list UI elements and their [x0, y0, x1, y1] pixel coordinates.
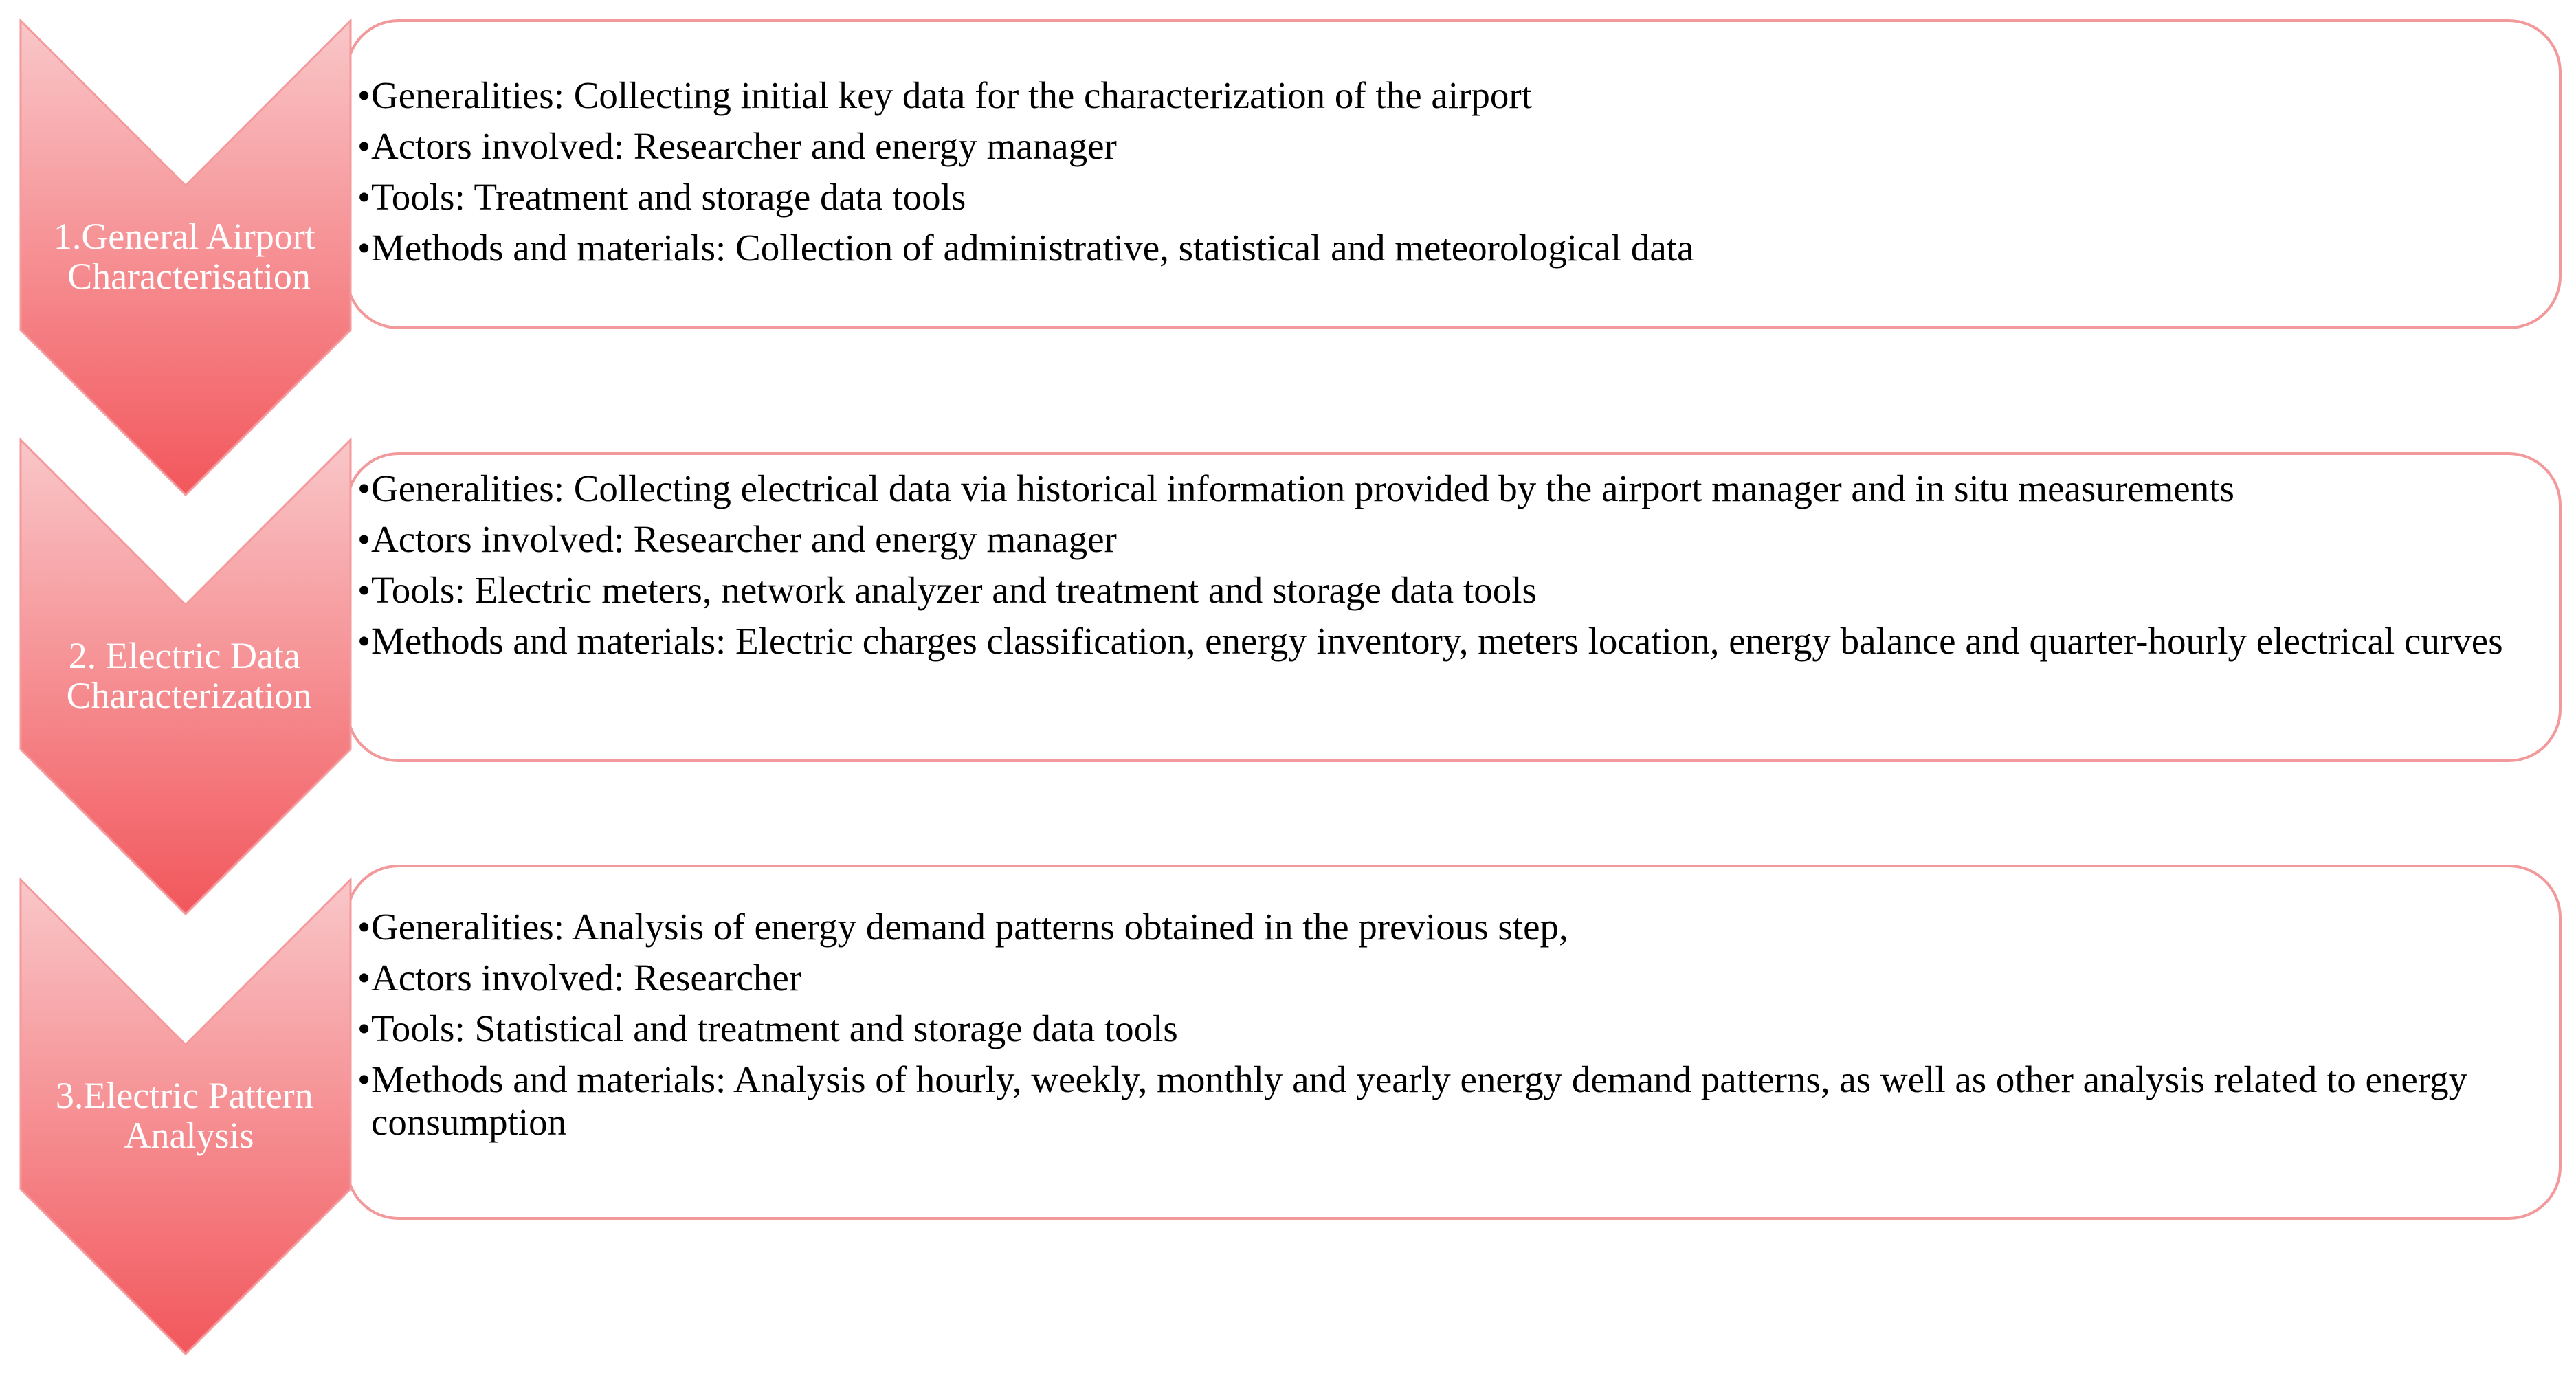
bullet-icon: •	[357, 467, 371, 509]
step-1-item-methods	[357, 227, 2557, 269]
step-1-item-actors	[357, 125, 2557, 168]
step-2-item-actors	[357, 518, 2557, 561]
item-text: Actors involved: Researcher	[371, 957, 802, 999]
bullet-icon: •	[357, 569, 371, 611]
step-1-label-line-2: Characterisation	[67, 256, 311, 297]
bullet-icon: •	[357, 1008, 371, 1049]
item-text: Tools: Statistical and treatment and storage data tools	[371, 1008, 1178, 1049]
step-1-item-tools	[357, 176, 2557, 219]
step-2-details	[357, 467, 2557, 671]
bullet-icon: •	[357, 1058, 371, 1100]
step-2-item-methods	[357, 620, 2557, 663]
step-3-label-line-1: 3.Electric Pattern	[55, 1075, 313, 1116]
bullet-icon: •	[357, 620, 371, 662]
item-text: Methods and materials: Collection of administrative, statistical and meteorological data	[371, 227, 1694, 269]
step-2-item-generalities	[357, 467, 2557, 510]
step-3-item-generalities	[357, 906, 2557, 948]
bullet-icon: •	[357, 125, 371, 167]
item-text: Methods and materials: Analysis of hourly, weekly, monthly and yearly energy demand patterns, as well as other analysis related to energy consumption	[371, 1058, 2468, 1143]
item-text: Tools: Electric meters, network analyzer and treatment and storage data tools	[371, 569, 1537, 611]
step-2-item-tools	[357, 569, 2557, 612]
step-1-label-line-1: 1.General Airport	[53, 216, 315, 257]
step-1-details	[357, 74, 2557, 278]
step-2-label	[67, 635, 312, 716]
item-text: Generalities: Collecting initial key data for the characterization of the airport	[371, 74, 1533, 116]
step-3-details	[357, 906, 2557, 1152]
step-2-label-line-2: Characterization	[66, 675, 312, 716]
bullet-icon: •	[357, 518, 371, 560]
step-2-label-line-1: 2. Electric Data	[68, 635, 300, 676]
step-3-item-tools	[357, 1008, 2557, 1050]
bullet-icon: •	[357, 906, 371, 948]
item-text: Actors involved: Researcher and energy manager	[371, 125, 1117, 167]
item-text: Methods and materials: Electric charges classification, energy inventory, meters location, energy balance and quarter-hourly electrical curves	[371, 620, 2503, 662]
item-text: Generalities: Analysis of energy demand patterns obtained in the previous step,	[371, 906, 1568, 948]
bullet-icon: •	[357, 74, 371, 116]
step-3-label-line-2: Analysis	[124, 1115, 254, 1156]
step-3-item-methods	[357, 1058, 2557, 1144]
bullet-icon: •	[357, 176, 371, 218]
item-text: Actors involved: Researcher and energy manager	[371, 518, 1117, 560]
item-text: Tools: Treatment and storage data tools	[371, 176, 966, 218]
step-3-item-actors	[357, 957, 2557, 999]
step-1-label	[54, 216, 324, 297]
step-1-item-generalities	[357, 74, 2557, 117]
bullet-icon: •	[357, 957, 371, 999]
bullet-icon: •	[357, 227, 371, 269]
item-text: Generalities: Collecting electrical data via historical information provided by the airport manager and in situ measurements	[371, 467, 2234, 509]
